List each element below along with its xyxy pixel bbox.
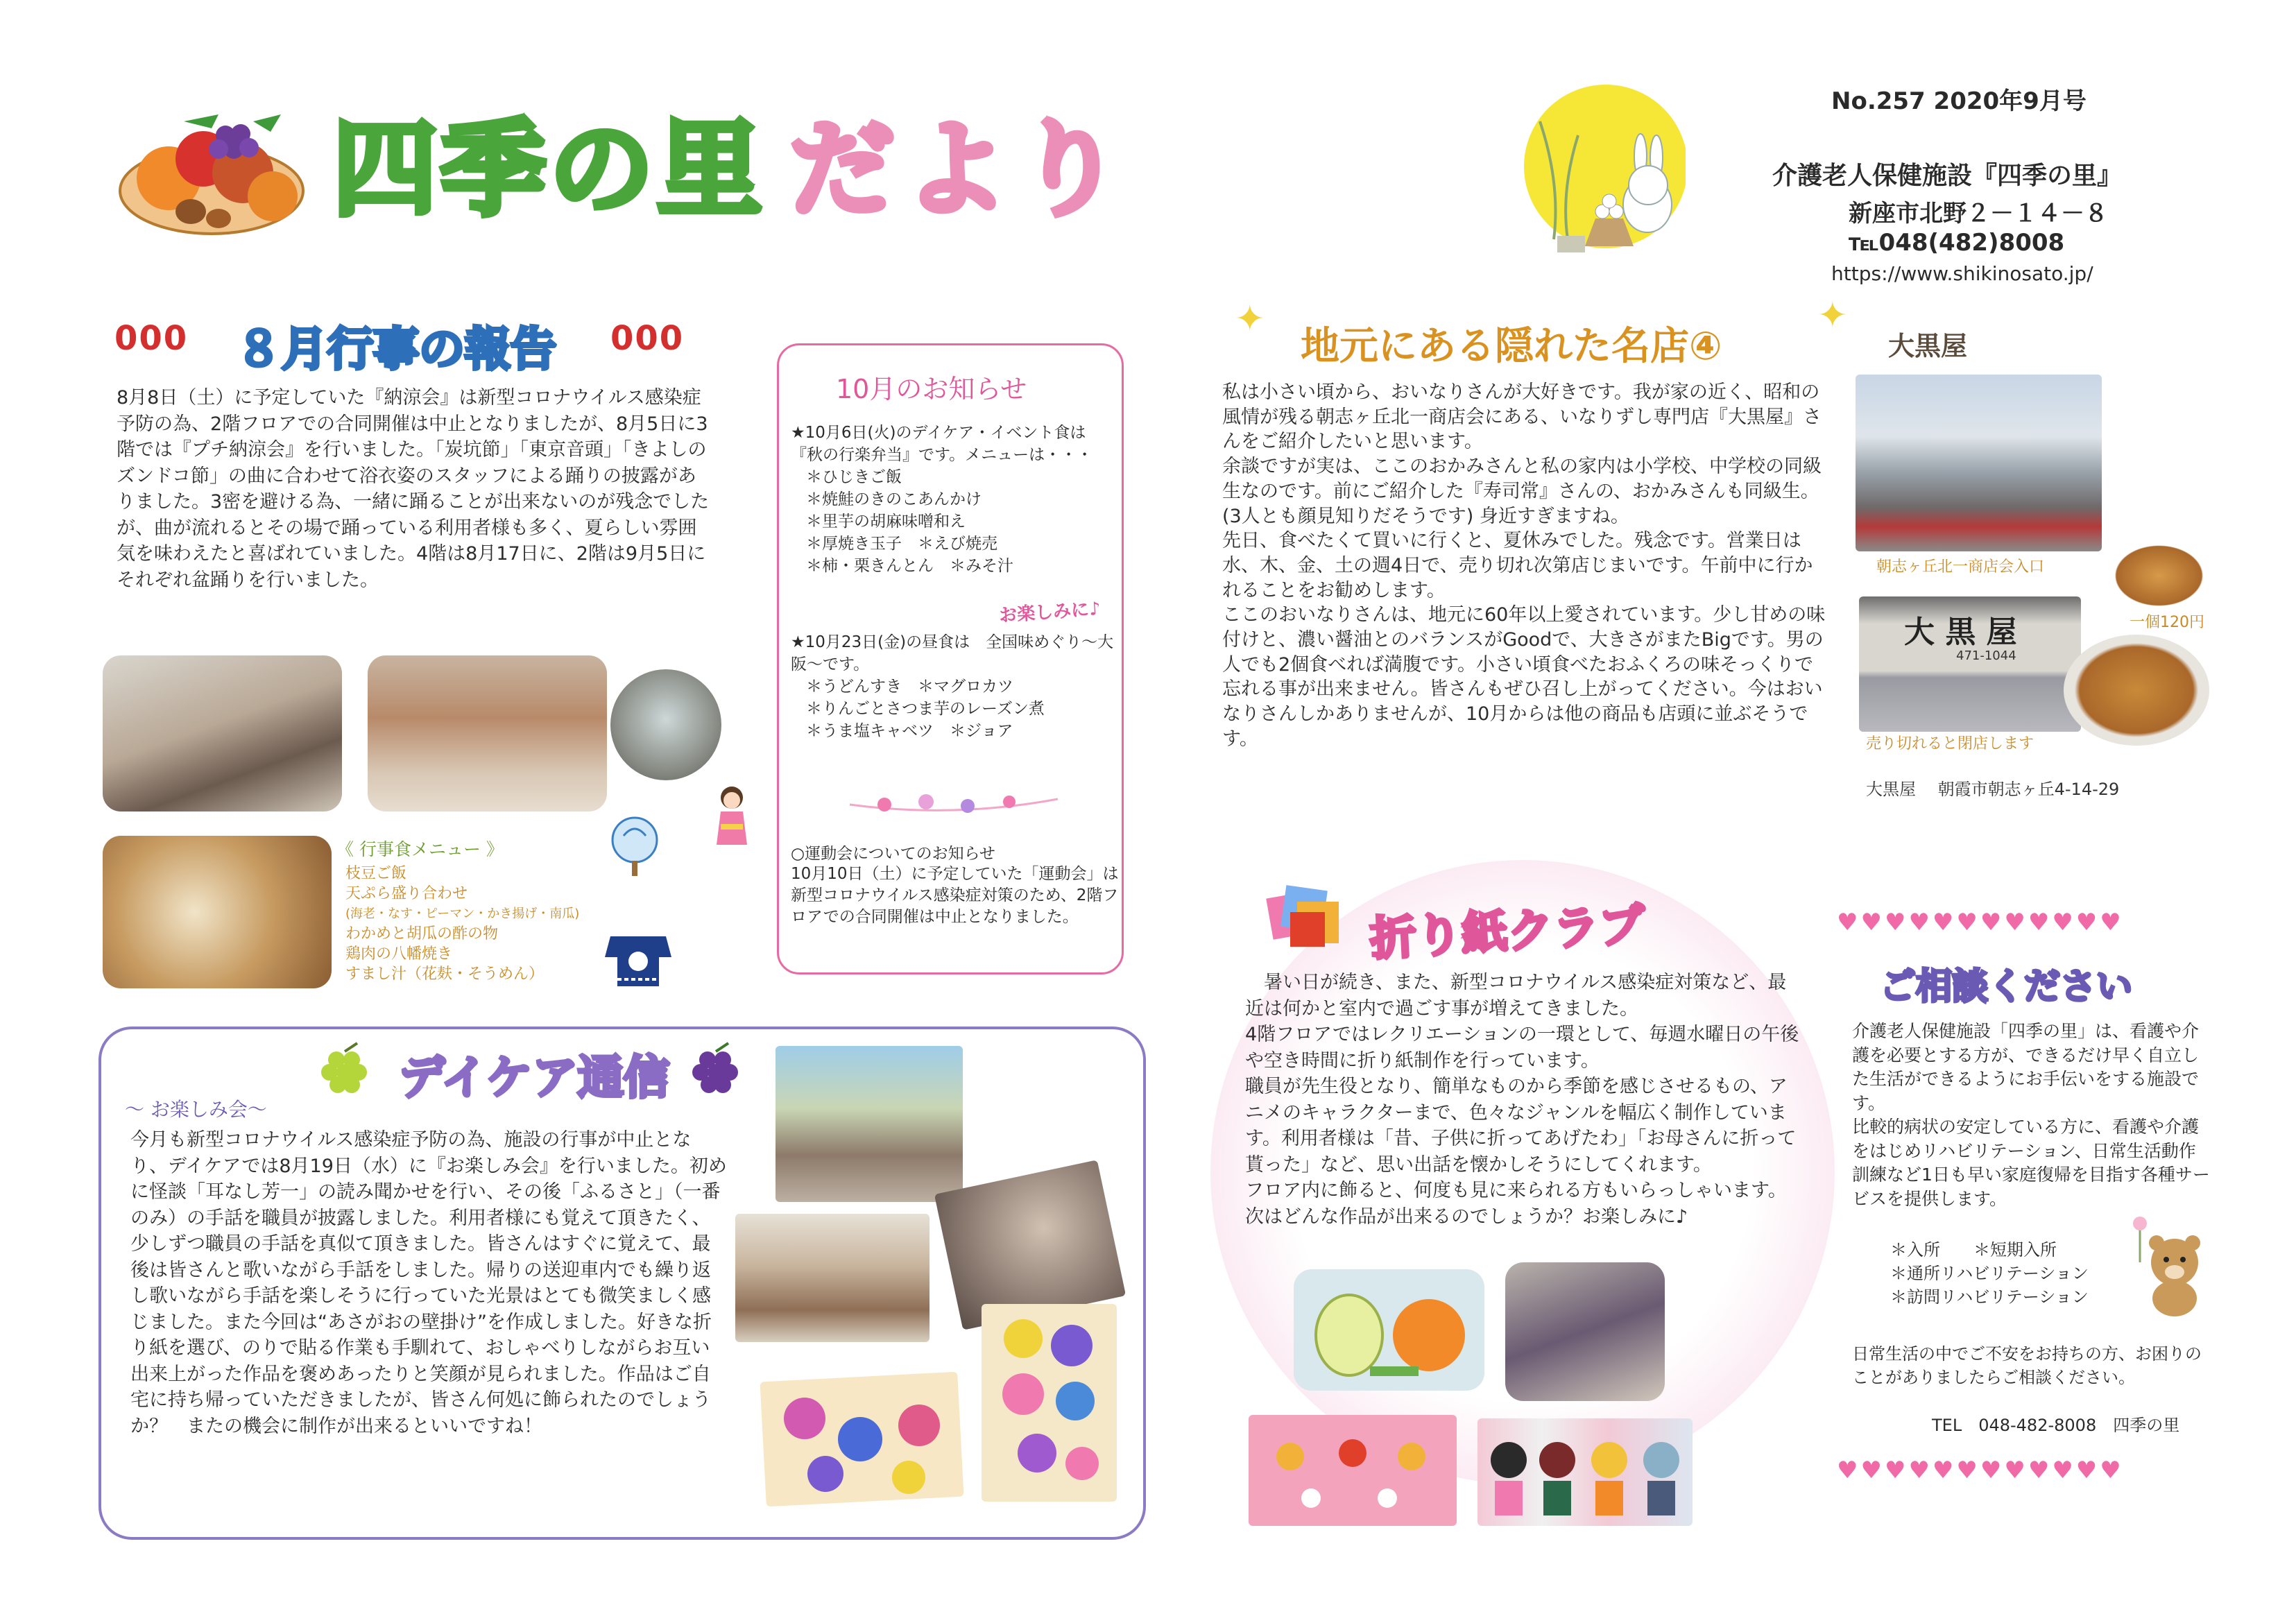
origami-leaves-art [1249, 1415, 1457, 1526]
august-report-body: 8月8日（土）に予定していた『納涼会』は新型コロナウイルス感染症予防の為、2階フロアでの合同開催は中止となりましたが、8月5日に3階では『プチ納涼会』を行いました。「炭坑節」「東京音頭」「きよしのズンドコ節」の曲に合わせて浴衣姿のスタッフによる踊りの披露がありました。3密を避ける為、一緒に踊ることが出来ないのが残念でしたが、曲が流れるとその場で踊っている利用者様も多く、夏らしい雰囲気を味わえたと喜ばれていました。4階は8月17日に、2階は9月5日にそれぞれ盆踊りを行いました。 [117, 387, 710, 591]
caption-sold-out: 売り切れると閉店します [1866, 735, 2034, 753]
sports-notice-body: 10月10日（土）に予定していた「運動会」は新型コロナウイルス感染症対策のため、2階フロアでの合同開催は中止となりました。 [791, 865, 1119, 926]
hearts-decoration-top: ♥♥♥♥♥♥♥♥♥♥♥♥ [1837, 909, 2124, 936]
morning-glory-flowers-2 [763, 1377, 961, 1502]
event-menu-item: (海老・なす・ピーマン・かき揚げ・南瓜) [345, 907, 580, 921]
daycare-body: 今月も新型コロナウイルス感染症予防の為、施設の行事が中止となり、デイケアでは8月19日（水）に『お楽しみ会』を行いました。初めに怪談「耳なし芳一」の読み聞かせを行い、その後「ふるさと」（一番のみ）の手話を職員が披露しました。利用者様にも覚えて頂きたく、少しずつ職員の手話を真似て頂きました。皆さんはすぐに覚えて、最後は皆さんと歌いながら手話をしました。帰りの送迎車内でも繰り返し歌いながら手話を楽しそうに行っていた光景はとても微笑ましく感じました。また今回は“あさがおの壁掛け”を作成しました。好きな折り紙を選び、のりで貼る作業も手馴れて、おしゃべりしながらお互い出来上がった作品を褒めあったりと笑顔が見られました。作品はご自宅に持ち帰っていただきましたが、皆さん何処に飾られたのでしょうか？ またの機会に制作が出来るといいですね！ [130, 1129, 727, 1437]
event-menu-item: 枝豆ご飯 [345, 865, 407, 882]
notice-enjoy-text: お楽しみに♪ [998, 598, 1102, 627]
moon-rabbit-illustration [1512, 80, 1686, 260]
facility-tel: ℡048(482)8008 [1849, 229, 2065, 257]
yukata-girl-illustration [711, 784, 753, 846]
august-report-heading: ８月行事の報告 [236, 323, 556, 376]
lantern-decoration-right: 000 [610, 319, 685, 358]
origami-body: 暑い日が続き、また、新型コロナウイルス感染症対策など、最近は何かと室内で過ごす事が増えてきました。 4階フロアではレクリエーションの一環として、毎週水曜日の午後や空き時間に折り紙制作を行っています。 職員が先生役となり、簡単なものから季節を感じさせるもの、アニメのキャラクターまで、色々なジャンルを幅広く制作しています。利用者様は「昔、子供に折ってあげたわ」「お母さんに折って貰った」など、思い出話を懐かしそうにしてくれます。 フロア内に飾ると、何度も見に来られる方もいらっしゃいます。 次はどんな作品が出来るのでしょうか？お楽しみに♪ [1245, 972, 1799, 1228]
october-notice-item1 [791, 422, 1117, 577]
notice-menu-line: ＊厚焼き玉子 ＊えび焼売 [806, 535, 997, 553]
facility-url[interactable]: https://www.shikinosato.jp/ [1831, 262, 2093, 285]
consult-body: 介護老人保健施設「四季の里」は、看護や介護を必要とする方が、できるだけ早く自立した生活ができるようにお手伝いをする施設です。 比較的病状の安定している方に、看護や介護をはじめリハビリテーション、日常生活動作訓練など1日も早い家庭復帰を目指す各種サービスを提供します。 [1852, 1021, 2210, 1209]
hearts-decoration-bottom: ♥♥♥♥♥♥♥♥♥♥♥♥ [1837, 1457, 2124, 1484]
event-menu-title: 《 行事食メニュー 》 [336, 839, 504, 859]
photo-inari-sushi-single [2109, 541, 2209, 610]
notice-item1-intro: ★10月6日(火)のデイケア・イベント食は『秋の行楽弁当』です。メニューは・・・ [791, 424, 1093, 464]
photo-origami-resident [1505, 1262, 1665, 1401]
title-dayori: だより [790, 110, 1132, 230]
origami-heading: 折り紙クラブ [1369, 898, 1647, 966]
green-grapes-icon [316, 1040, 378, 1096]
notice-item2-intro: ★10月23日(金)の昼食は 全国味めぐり～大阪～です。 [791, 633, 1114, 673]
shop-body: 私は小さい頃から、おいなりさんが大好きです。我が家の近く、昭和の風情が残る朝志ヶ丘北一商店会にある、いなりずし専門店『大黒屋』さんをご紹介したいと思います。 余談ですが実は、ここのおかみさんと私の家内は小学校、中学校の同級生なのです。前にご紹介した『寿司常』さんの、おかみさんも同級生。(3人とも顔見知りだそうです) 身近すぎますね。 先日、食べたくて買いに行くと、夏休みでした。残念です。営業日は水、木、金、土の週4日で、売り切れ次第店じまいです。午前中に行かれることをお勧めします。 ここのおいなりさんは、地元に60年以上愛されています。少し甘めの味付けと、濃い醤油とのバランスがGoodで、大きさがまたBigです。男の人でも2個食べれば満腹です。小さい頃食べたおふくろの味そっくりで忘れる事が出来ません。皆さんもぜひ召し上がってください。今はおいなりさんしかありませんが、10月からは他の商品も店頭に並ぶそうです。 [1222, 381, 1826, 750]
photo-daycare-sign-language [776, 1046, 963, 1202]
event-menu-item: わかめと胡瓜の酢の物 [345, 925, 499, 943]
facility-name: 介護老人保健施設『四季の里』 [1772, 162, 2123, 190]
service-item: ＊入所 ＊短期入所 [1890, 1240, 2057, 1260]
photo-summer-dance-1 [103, 655, 342, 812]
october-notice-heading: 10月のお知らせ [836, 374, 1027, 404]
event-menu-item: 鶏肉の八幡焼き [345, 945, 453, 963]
event-menu-list [345, 864, 579, 984]
consult-closing: 日常生活の中でご不安をお持ちの方、お困りのことがありましたらご相談ください。 [1852, 1344, 2202, 1387]
purple-grapes-icon [687, 1040, 749, 1096]
notice-menu-line: ＊里芋の胡麻味噌和え [806, 513, 966, 531]
notice-menu-line: ＊うま塩キャベツ ＊ジョア [806, 722, 1013, 740]
photo-summer-dance-2 [368, 655, 607, 812]
morning-glory-flowers [982, 1304, 1117, 1502]
consult-services [1890, 1238, 2089, 1309]
caption-price: 一個120円 [2130, 614, 2204, 631]
photo-event-meal [103, 836, 332, 988]
storefront-sign-text: 大 黒 屋 [1904, 615, 2017, 650]
photo-daycare-room [735, 1214, 929, 1342]
origami-pear-persimmon-art [1294, 1269, 1484, 1391]
consult-heading: ご相談ください [1880, 966, 2133, 1008]
notice-menu-line: ＊りんごとさつま芋のレーズン煮 [806, 700, 1045, 718]
consult-tel: TEL 048-482-8008 四季の里 [1932, 1416, 2180, 1435]
lantern-decoration-left: 000 [114, 319, 189, 358]
october-notice-item2 [791, 631, 1117, 742]
photo-summer-dance-3 [610, 669, 721, 780]
service-item: ＊訪問リハビリテーション [1890, 1287, 2089, 1307]
origami-paper-icon [1262, 881, 1353, 957]
photo-inari-sushi-plate [2064, 635, 2209, 746]
happi-coat-illustration [603, 929, 673, 988]
caption-street-entrance: 朝志ヶ丘北一商店会入口 [1876, 558, 2045, 576]
sports-notice-title: ○運動会についてのお知らせ [791, 845, 995, 863]
photo-shopping-street-entrance [1856, 375, 2102, 551]
sparkle-icon-left: ✦ [1235, 298, 1265, 340]
daycare-heading: デイケア通信 [399, 1051, 670, 1104]
fruit-basket-illustration [114, 101, 309, 239]
newsletter-title [333, 111, 1131, 229]
bear-illustration [2119, 1214, 2209, 1318]
sparkle-icon-right: ✦ [1817, 295, 1848, 336]
shop-name-label: 大黒屋 [1888, 331, 1968, 361]
daycare-subheading: ～ お楽しみ会～ [125, 1098, 267, 1121]
issue-number: No.257 2020年9月号 [1831, 87, 2087, 115]
service-item: ＊通所リハビリテーション [1890, 1264, 2089, 1283]
notice-menu-line: ＊うどんすき ＊マグロカツ [806, 678, 1013, 696]
event-menu-item: すまし汁（花麸・そうめん） [345, 965, 545, 983]
facility-address: 新座市北野２－１４－８ [1849, 200, 2108, 227]
flower-line-decoration [843, 784, 1065, 818]
notice-menu-line: ＊焼鮭のきのこあんかけ [806, 490, 982, 508]
notice-menu-line: ＊ひじきご飯 [806, 468, 902, 486]
origami-anime-art [1477, 1418, 1693, 1526]
uchiwa-fan-illustration [607, 815, 662, 877]
shop-address-line: 大黒屋 朝霞市朝志ヶ丘4-14-29 [1866, 780, 2120, 799]
title-shikinosato: 四季の里 [333, 110, 766, 230]
event-menu-item: 天ぷら盛り合わせ [345, 885, 468, 902]
storefront-sign-tel: 471-1044 [1956, 649, 2016, 663]
shop-heading: 地元にある隠れた名店④ [1301, 324, 1722, 369]
notice-menu-line: ＊柿・栗きんとん ＊みそ汁 [806, 557, 1013, 575]
